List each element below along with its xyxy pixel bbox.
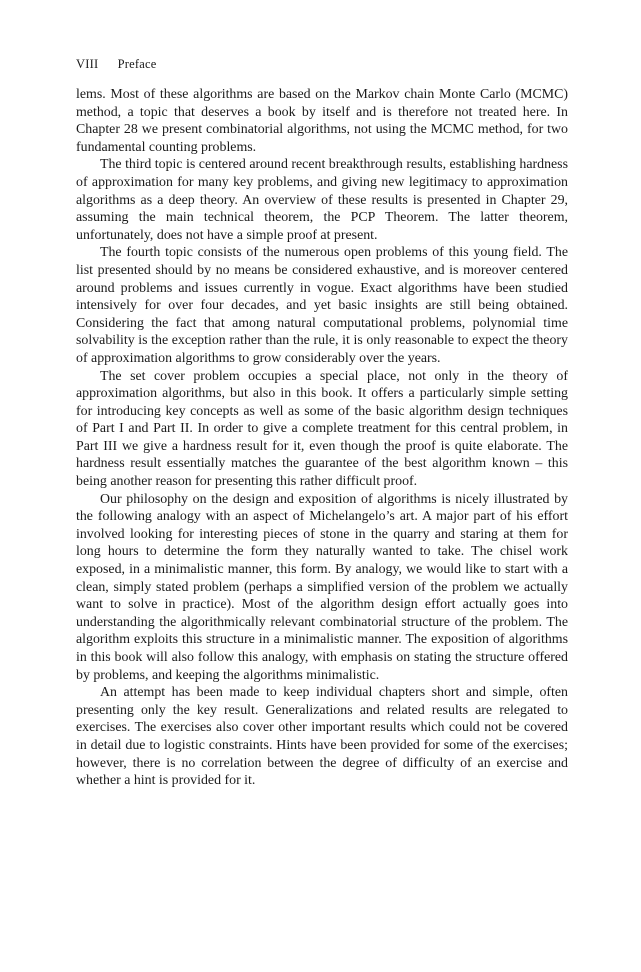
running-head	[76, 56, 568, 72]
running-title: Preface	[117, 57, 157, 71]
page-number: VIII	[76, 57, 99, 71]
paragraph-chapters: An attempt has been made to keep individual chapters short and simple, often presenting only the key result. Generalizations and related results are relegated to exercises. The exercises also cover other important results which could not be covered in detail due to logistic constraints. Hints have been provided for some of the exercises; however, there is no correlation between the degree of difficulty of an exercise and whether a hint is provided for it.	[76, 685, 568, 789]
paragraph-set-cover: The set cover problem occupies a special place, not only in the theory of approximation algorithms, but also in this book. It offers a particularly simple setting for introducing key concepts as well as some of the basic algorithm design techniques of Part I and Part II. In order to give a complete treatment for this central problem, in Part III we give a hardness result for it, even though the proof is quite elaborate. The hardness result essentially matches the guarantee of the best algorithm known – this being another reason for presenting this rather difficult proof.	[76, 368, 568, 490]
paragraph-third-topic: The third topic is centered around recent breakthrough results, establishing hardness of approximation for many key problems, and giving new legitimacy to approximation algorithms as a deep theory. An overview of these results is presented in Chapter 29, assuming the main technical theorem, the PCP Theorem. The latter theorem, unfortunately, does not have a simple proof at present.	[76, 157, 568, 243]
paragraph-philosophy: Our philosophy on the design and exposition of algorithms is nicely illustrated by the following analogy with an aspect of Michelangelo’s art. A major part of his effort involved looking for interesting pieces of stone in the quarry and staring at them for long hours to determine the form they naturally wanted to take. The chisel work exposed, in a minimalistic manner, this form. By analogy, we would like to start with a clean, simply stated problem (perhaps a simplified version of the problem we actually want to solve in practice). Most of the algorithm design effort actually goes into understanding the algorithmically relevant combinatorial structure of the problem. The algorithm exploits this structure in a minimalistic manner. The exposition of algorithms in this book will also follow this analogy, with emphasis on stating the structure offered by problems, and keeping the algorithms minimalistic.	[76, 491, 568, 683]
paragraph-fourth-topic: The fourth topic consists of the numerous open problems of this young field. The list presented should by no means be considered exhaustive, and is moreover centered around problems and issues currently in vogue. Exact algorithms have been studied intensively for over four decades, and yet basic insights are still being obtained. Considering the fact that among natural computational problems, polynomial time solvability is the exception rather than the rule, it is only reasonable to expect the theory of approximation algorithms to grow considerably over the years.	[76, 245, 568, 366]
body-text	[76, 86, 568, 790]
book-page	[76, 56, 568, 790]
paragraph-continuation: lems. Most of these algorithms are based on the Markov chain Monte Carlo (MCMC) method, a topic that deserves a book by itself and is therefore not treated here. In Chapter 28 we present combinatorial algorithms, not using the MCMC method, for two fundamental counting problems.	[76, 87, 568, 155]
